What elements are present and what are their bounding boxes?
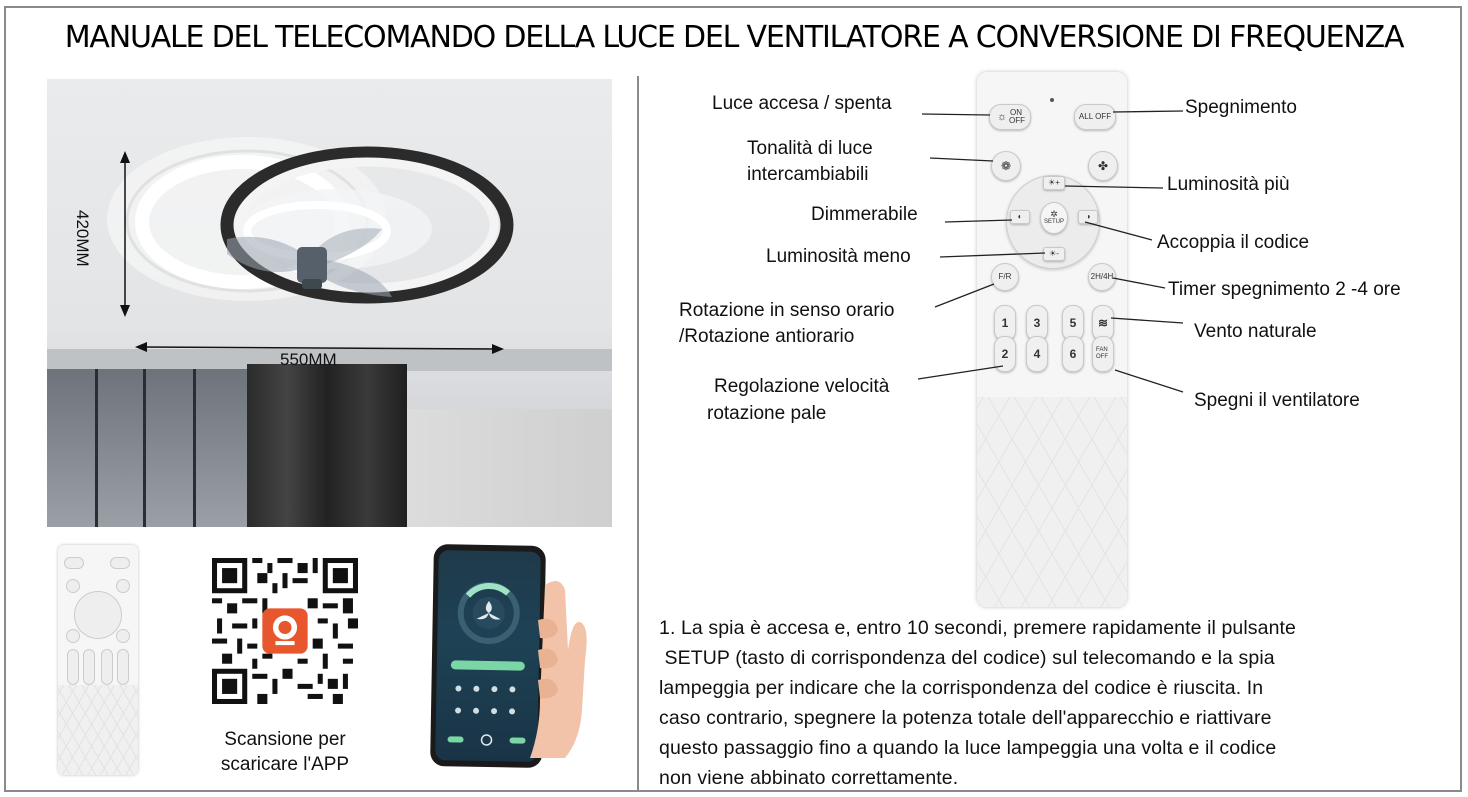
label-speed-1: Regolazione velocità (714, 376, 890, 397)
remote-control-thumbnail (58, 545, 138, 775)
fan-icon: ✤ (1097, 159, 1109, 173)
qr-caption: Scansione per scaricare l'APP (220, 729, 350, 775)
label-natural-wind: Vento naturale (1194, 321, 1317, 342)
label-tone-2: intercambiabili (747, 164, 869, 185)
label-fan-off: Spegni il ventilatore (1194, 390, 1360, 411)
label-rotation-1: Rotazione in senso orario (679, 300, 895, 321)
dim-right-icon: ◑ (1085, 212, 1091, 221)
reverse-button[interactable]: F/R (991, 263, 1019, 291)
speed-6-button[interactable]: 6 (1062, 336, 1084, 372)
speed-4-button[interactable]: 4 (1026, 336, 1048, 372)
timer-button[interactable]: 2H/4H (1088, 263, 1116, 291)
app-qr-code (212, 558, 358, 704)
bright-minus-icon: ☀- (1049, 249, 1059, 258)
label-all-off: Spegnimento (1185, 97, 1297, 118)
label-timer: Timer spegnimento 2 -4 ore (1168, 279, 1401, 300)
label-brightness-plus: Luminosità più (1167, 174, 1290, 195)
hand-illustration (510, 560, 610, 760)
page-title: MANUALE DEL TELECOMANDO DELLA LUCE DEL VENTILATORE A CONVERSIONE DI FREQUENZA (64, 20, 1404, 55)
label-light-on-off: Luce accesa / spenta (712, 93, 892, 114)
label-speed-2: rotazione pale (707, 403, 827, 424)
label-brightness-minus: Luminosità meno (766, 246, 911, 267)
label-dimmable: Dimmerabile (811, 204, 918, 225)
dim-icon: ◐ (1017, 212, 1023, 221)
sun-icon: ☼ (996, 111, 1008, 123)
all-off-button[interactable]: ALL OFF (1074, 104, 1116, 130)
speed-2-button[interactable]: 2 (994, 336, 1016, 372)
tone-icon: ❁ (1000, 159, 1012, 173)
wind-icon: ≋ (1097, 316, 1109, 330)
label-rotation-2: /Rotazione antiorario (679, 326, 855, 347)
setup-button[interactable]: ✲ SETUP (1040, 202, 1068, 234)
fan-off-button[interactable]: FAN OFF (1092, 336, 1114, 372)
star-icon: ✲ (1050, 209, 1058, 219)
on-off-button[interactable]: ☼ ON OFF (989, 104, 1031, 130)
label-tone-1: Tonalità di luce (747, 138, 873, 159)
label-pair-code: Accoppia il codice (1157, 232, 1310, 253)
speed-1-button[interactable]: 1 (994, 305, 1016, 341)
width-dimension-label: 550MM (280, 350, 337, 369)
pairing-instructions: 1. La spia è accesa e, entro 10 secondi, premere rapidamente il pulsante SETUP (tasto di corrispondenza del codice) sul telecomando e la spia lampeggia per indicare che la corrispondenza del codice è riuscita. In caso contrario, spegnere la potenza totale dell'apparecchio e riattivare questo passaggio fino a quando la luce lampeggia una volta e il codice non viene abbinato correttamente. (659, 617, 1296, 789)
bright-plus-icon: ☀+ (1048, 178, 1060, 187)
height-dimension-label: 420MM (73, 210, 92, 267)
speed-3-button[interactable]: 3 (1026, 305, 1048, 341)
speed-5-button[interactable]: 5 (1062, 305, 1084, 341)
